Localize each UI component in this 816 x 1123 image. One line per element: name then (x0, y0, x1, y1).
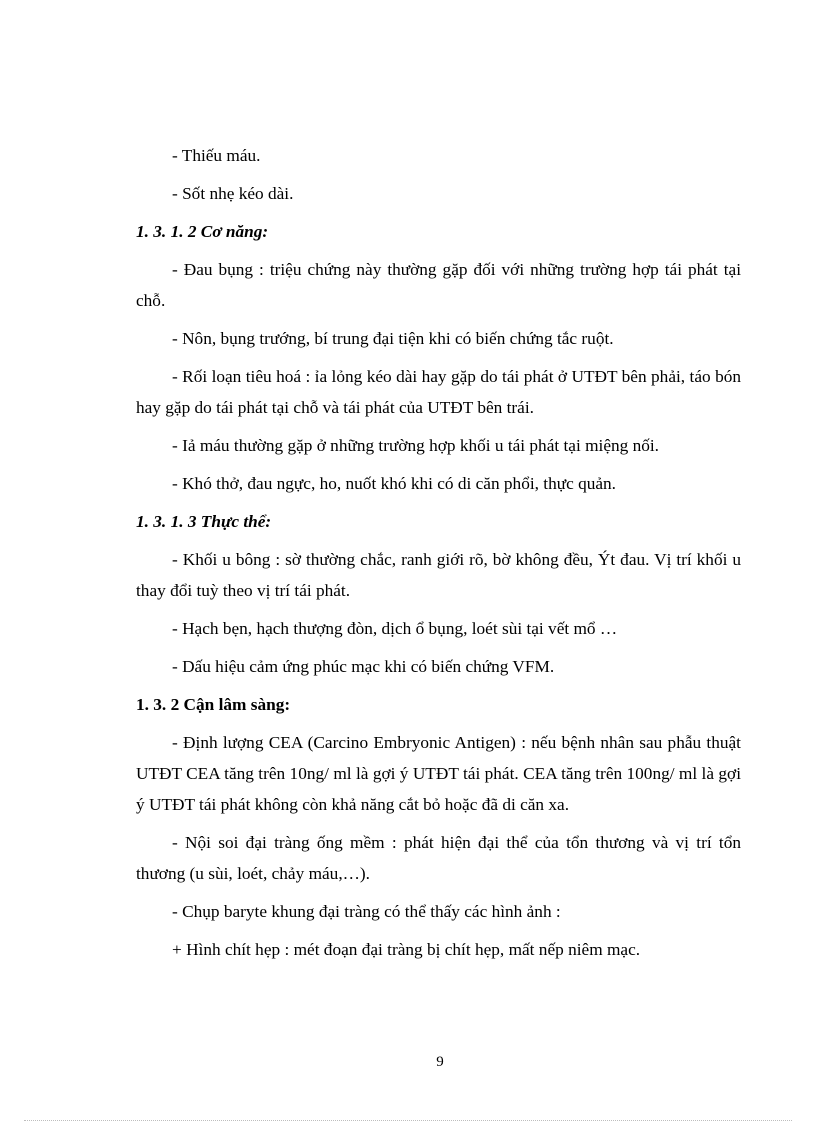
list-item-sot-nhe: - Sốt nhẹ kéo dài. (172, 184, 294, 203)
section-heading-co-nang: 1. 3. 1. 2 Cơ năng: (136, 222, 269, 241)
list-item-chup-baryte: - Chụp baryte khung đại tràng có thể thấy các hình ảnh : (172, 902, 561, 921)
section-heading-thuc-the: 1. 3. 1. 3 Thực thể: (136, 512, 272, 531)
list-item-roi-loan-tieu-hoa: - Rối loạn tiêu hoá : ỉa lỏng kéo dài hay gặp do tái phát ở UTĐT bên phải, táo bón hay gặp do tái phát tại chỗ và tái phát của UTĐT bên trái. (136, 367, 741, 417)
list-item-non: - Nôn, bụng trướng, bí trung đại tiện khi có biến chứng tắc ruột. (172, 329, 614, 348)
list-item-dau-hieu-cam-ung: - Dấu hiệu cảm ứng phúc mạc khi có biến chứng VFM. (172, 657, 555, 676)
list-item-dinh-luong-cea: - Định lượng CEA (Carcino Embryonic Antigen) : nếu bệnh nhân sau phẫu thuật UTĐT CEA tăng trên 10ng/ ml là gợi ý UTĐT tái phát. CEA tăng trên 100ng/ ml là gợi ý UTĐT tái phát không còn khả năng cắt bỏ hoặc đã di căn xa. (136, 733, 741, 814)
list-item-hinh-chit-hep: + Hình chít hẹp : mét đoạn đại tràng bị chít hẹp, mất nếp niêm mạc. (172, 940, 641, 959)
list-item-hach-ben: - Hạch bẹn, hạch thượng đòn, dịch ổ bụng, loét sùi tại vết mổ … (172, 619, 618, 638)
page-number: 9 (436, 1054, 444, 1070)
list-item-thieu-mau: - Thiếu máu. (172, 146, 261, 165)
list-item-ia-mau: - Iả máu thường gặp ở những trường hợp khối u tái phát tại miệng nối. (172, 436, 660, 455)
page-body (136, 140, 741, 972)
list-item-dau-bung: - Đau bụng : triệu chứng này thường gặp đối với những trường hợp tái phát tại chỗ. (136, 260, 741, 310)
list-item-kho-tho: - Khó thở, đau ngực, ho, nuốt khó khi có di căn phổi, thực quản. (172, 474, 616, 493)
list-item-khoi-u-bong: - Khối u bông : sờ thường chắc, ranh giới rõ, bờ không đều, Ýt đau. Vị trí khối u thay đổi tuỳ theo vị trí tái phát. (136, 550, 741, 600)
page-bottom-divider (24, 1120, 792, 1121)
list-item-noi-soi: - Nội soi đại tràng ống mềm : phát hiện đại thể của tổn thương và vị trí tổn thương (u sùi, loét, chảy máu,…). (136, 833, 741, 883)
section-heading-can-lam-sang: 1. 3. 2 Cận lâm sàng: (136, 695, 291, 714)
